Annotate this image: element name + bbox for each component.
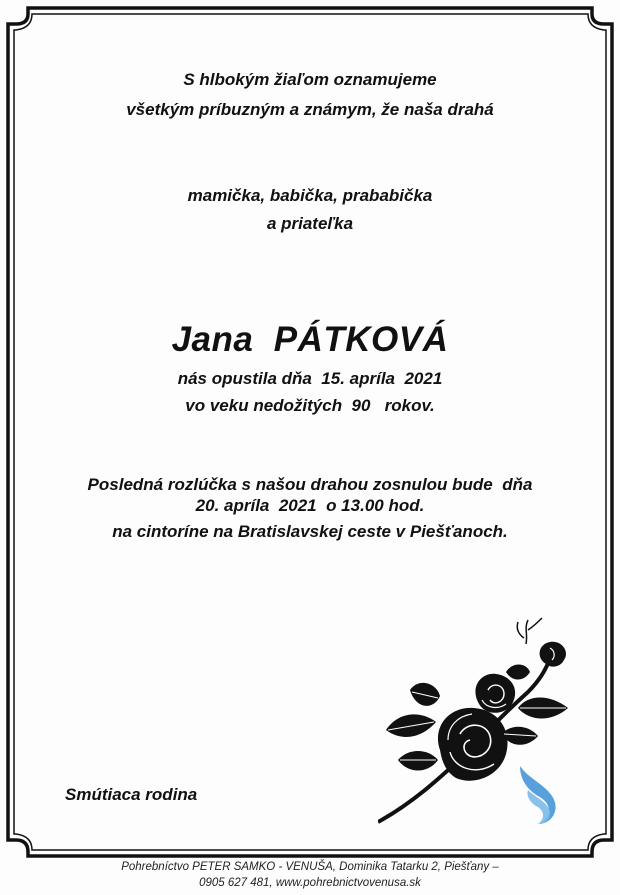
funeral-line-3: na cintoríne na Bratislavskej ceste v Piešťanoch. (112, 522, 508, 541)
funeral-line-1: Posledná rozlúčka s našou drahou zosnulou bude dňa (87, 475, 533, 494)
footer-line-1: Pohrebníctvo PETER SAMKO - VENUŠA, Dominika Tatarku 2, Piešťany – (121, 861, 499, 873)
intro-line-2: všetkým príbuzným a známym, že naša drahá (126, 100, 494, 119)
water-drop-logo-icon (514, 760, 566, 828)
death-date-line: nás opustila dňa 15. apríla 2021 (177, 369, 443, 388)
relation-line-2: a priateľka (266, 214, 354, 233)
signature: Smútiaca rodina (65, 785, 198, 804)
age-line: vo veku nedožitých 90 rokov. (185, 396, 435, 415)
footer-line-2: 0905 627 481, www.pohrebnictvovenusa.sk (199, 877, 421, 889)
relation-line-1: mamička, babička, prababička (187, 186, 433, 205)
funeral-line-2: 20. apríla 2021 o 13.00 hod. (195, 496, 425, 515)
intro-line-1: S hlbokým žiaľom oznamujeme (183, 70, 437, 89)
deceased-name: Jana PÁTKOVÁ (171, 320, 449, 359)
